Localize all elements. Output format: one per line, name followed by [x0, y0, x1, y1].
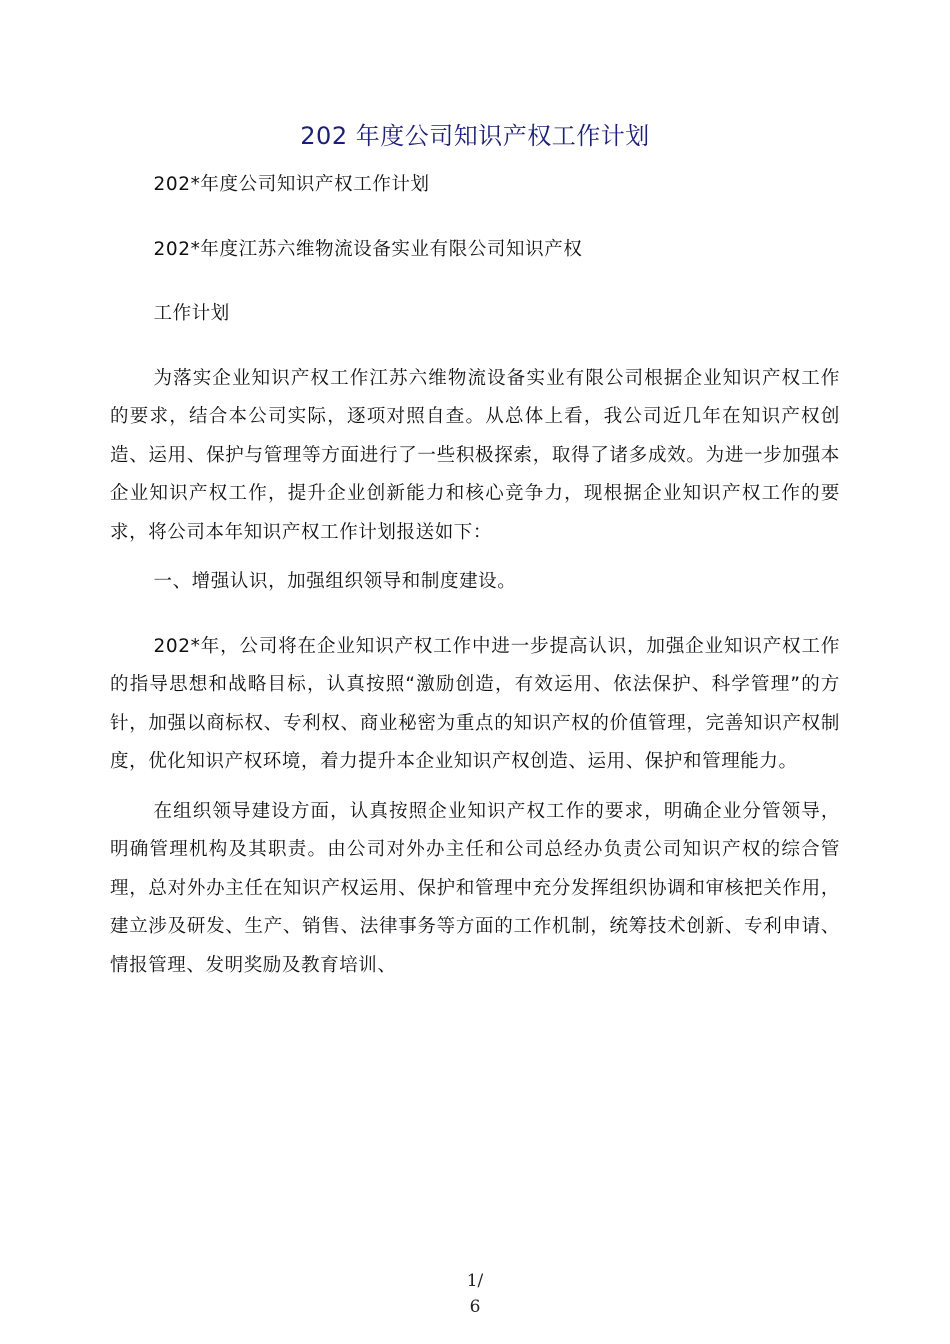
body-paragraph-2: 202*年度江苏六维物流设备实业有限公司知识产权 — [153, 238, 583, 260]
body-paragraph-6: 在组织领导建设方面，认真按照企业知识产权工作的要求，明确企业分管领导，明确管理机构及其职责。由公司对外办主任和公司总经办负责公司知识产权的综合管理，总对外办主任在知识产权运用、保护和管理中充分发挥组织协调和审核把关作用，建立涉及研发、生产、销售、法律事务等方面的工作机制，统筹技术创新、专利申请、情报管理、发明奖励及教育培训、 — [110, 800, 840, 976]
body-paragraph-5: 202*年，公司将在企业知识产权工作中进一步提高认识，加强企业知识产权工作的指导思想和战略目标，认真按照“激励创造，有效运用、依法保护、科学管理”的方针，加强以商标权、专利权、商业秘密为重点的知识产权的价值管理，完善知识产权制度，优化知识产权环境，着力提升本企业知识产权创造、运用、保护和管理能力。 — [110, 635, 840, 772]
page-number-current: 1/ — [466, 1271, 484, 1291]
page-number — [455, 1268, 495, 1320]
body-paragraph-1: 202*年度公司知识产权工作计划 — [153, 174, 430, 195]
body-paragraph-4: 为落实企业知识产权工作江苏六维物流设备实业有限公司根据企业知识产权工作的要求，结合本公司实际，逐项对照自查。从总体上看，我公司近几年在知识产权创造、运用、保护与管理等方面进行了一些积极探索，取得了诸多成效。为进一步加强本企业知识产权工作，提升企业创新能力和核心竞争力，现根据企业知识产权工作的要求，将公司本年知识产权工作计划报送如下： — [110, 367, 840, 543]
document-body — [110, 166, 840, 996]
page-number-total: 6 — [469, 1297, 481, 1317]
document-title: 202 年度公司知识产权工作计划 — [300, 122, 650, 150]
section-heading-1: 一、增强认识，加强组织领导和制度建设。 — [153, 571, 517, 592]
body-paragraph-3: 工作计划 — [153, 303, 230, 324]
